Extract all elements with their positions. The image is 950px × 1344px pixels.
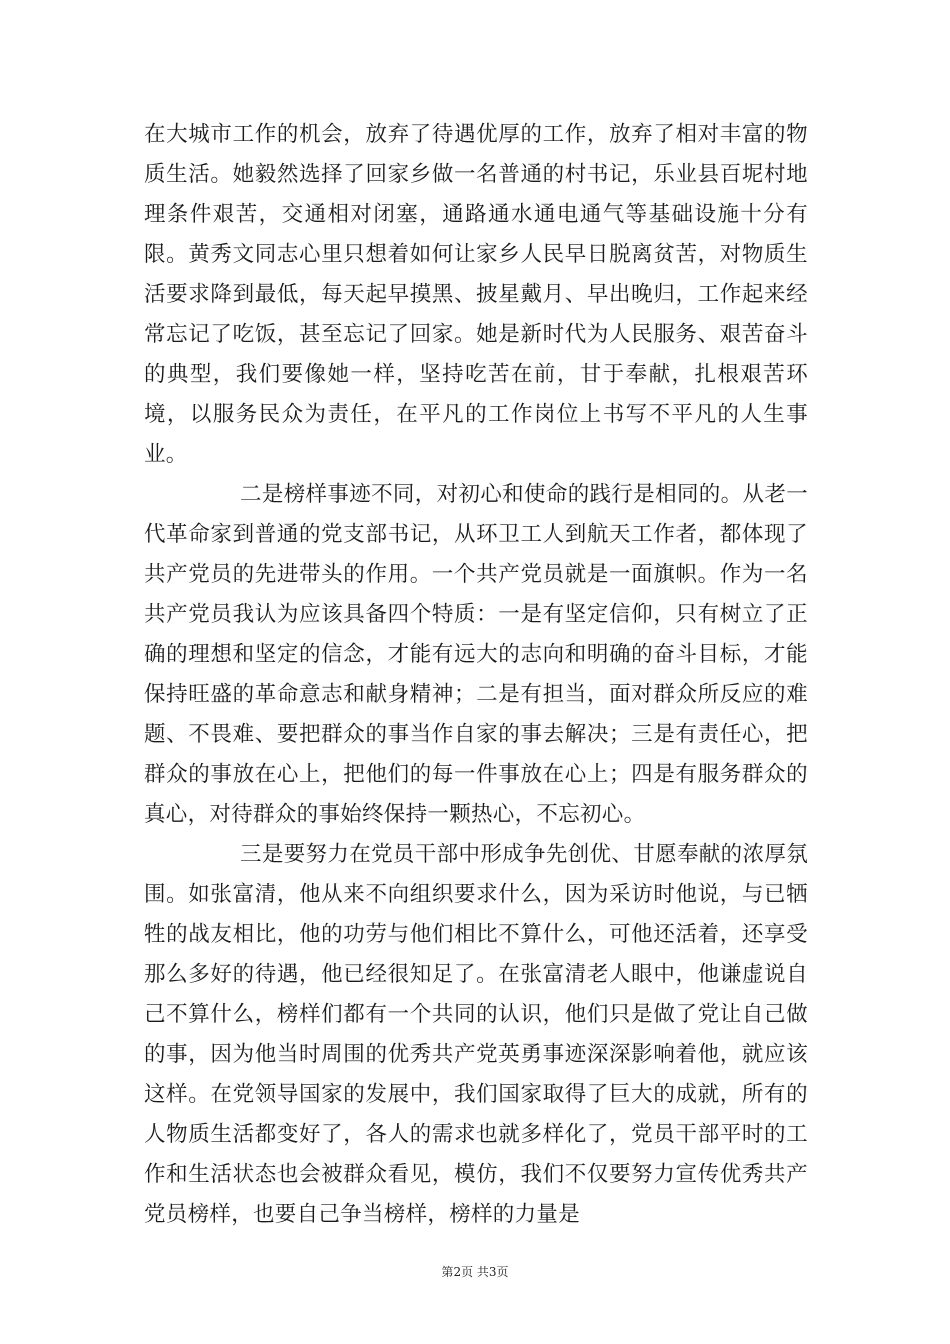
document-body [144,115,808,1235]
footer-prefix: 第 [441,1265,454,1279]
footer-suffix: 页 [496,1265,509,1279]
paragraph-1: 在大城市工作的机会，放弃了待遇优厚的工作，放弃了相对丰富的物质生活。她毅然选择了回家乡做一名普通的村书记，乐业县百坭村地理条件艰苦，交通相对闭塞，通路通水通电通气等基础设施十分有限。黄秀文同志心里只想着如何让家乡人民早日脱离贫苦，对物质生活要求降到最低，每天起早摸黑、披星戴月、早出晚归，工作起来经常忘记了吃饭，甚至忘记了回家。她是新时代为人民服务、艰苦奋斗的典型，我们要像她一样，坚持吃苦在前，甘于奉献，扎根艰苦环境，以服务民众为责任，在平凡的工作岗位上书写不平凡的人生事业。 [144,122,808,467]
footer-total-pages: 3 [488,1265,497,1279]
footer-current-page: 2 [453,1265,462,1279]
paragraph-2: 二是榜样事迹不同，对初心和使命的践行是相同的。从老一代革命家到普通的党支部书记，从环卫工人到航天工作者，都体现了共产党员的先进带头的作用。一个共产党员就是一面旗帜。作为一名共产党员我认为应该具备四个特质：一是有坚定信仰，只有树立了正确的理想和坚定的信念，才能有远大的志向和明确的奋斗目标，才能保持旺盛的革命意志和献身精神；二是有担当，面对群众所反应的难题、不畏难、要把群众的事当作自家的事去解决；三是有责任心，把群众的事放在心上，把他们的每一件事放在心上；四是有服务群众的真心，对待群众的事始终保持一颗热心，不忘初心。 [144,482,808,827]
page-footer [0,1263,950,1280]
paragraph-3: 三是要努力在党员干部中形成争先创优、甘愿奉献的浓厚氛围。如张富清，他从来不向组织要求什么，因为采访时他说，与已牺牲的战友相比，他的功劳与他们相比不算什么，可他还活着，还享受那么多好的待遇，他已经很知足了。在张富清老人眼中，他谦虚说自己不算什么，榜样们都有一个共同的认识，他们只是做了党让自己做的事，因为他当时周围的优秀共产党英勇事迹深深影响着他，就应该这样。在党领导国家的发展中，我们国家取得了巨大的成就，所有的人物质生活都变好了，各人的需求也就多样化了，党员干部平时的工作和生活状态也会被群众看见，模仿，我们不仅要努力宣传优秀共产党员榜样，也要自己争当榜样，榜样的力量是 [144,842,808,1227]
footer-middle: 页 共 [461,1265,489,1279]
